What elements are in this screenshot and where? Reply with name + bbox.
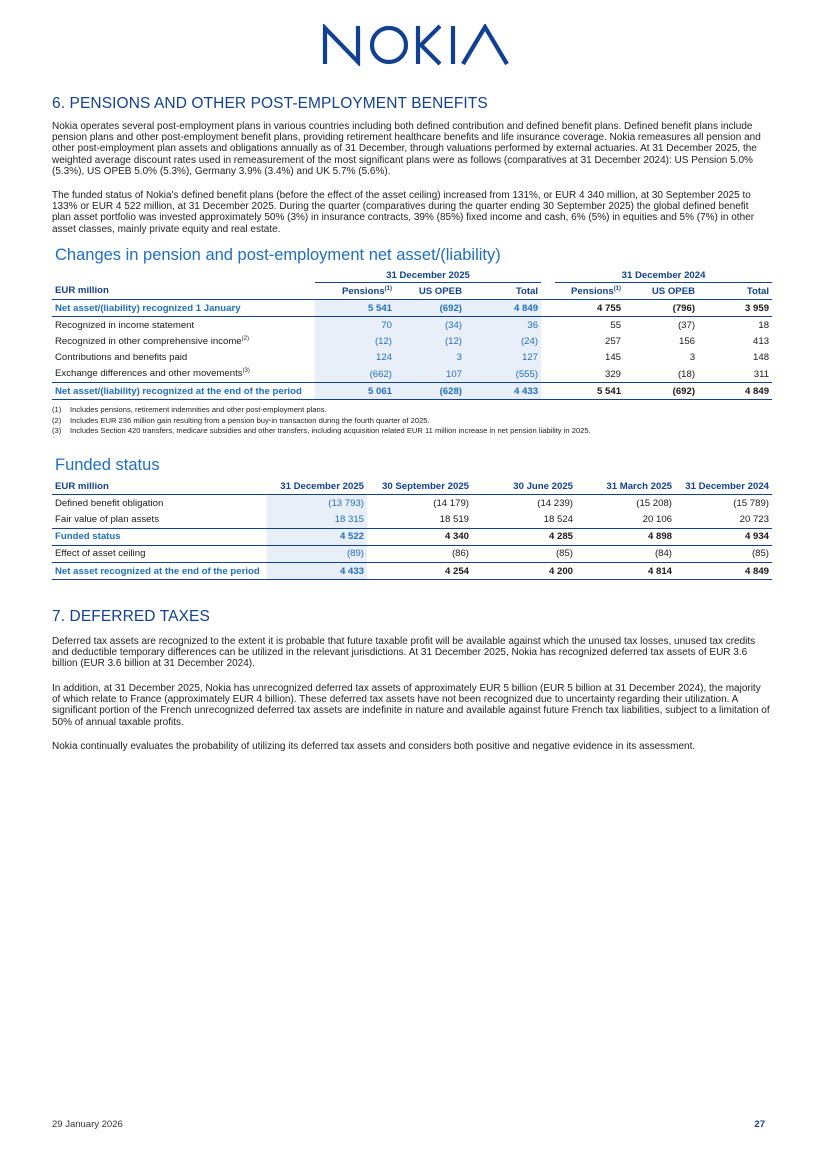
- col-header-jun-2025: 30 June 2025: [472, 478, 576, 495]
- col-header-label: EUR million: [52, 283, 315, 300]
- col-header-total-2025: Total: [465, 283, 541, 300]
- table-row: Net asset/(liability) recognized at the end of the period 5 061 (628) 4 433 5 541 (692) 4 849: [52, 383, 772, 400]
- table-row: Recognized in income statement 70 (34) 36 55 (37) 18: [52, 317, 772, 334]
- col-header-dec-2024: 31 December 2024: [675, 478, 772, 495]
- table-row: Recognized in other comprehensive income$^{(2)}$ (12) (12) (24) 257 156 413: [52, 334, 772, 350]
- group-header-2024: 31 December 2024: [555, 268, 772, 283]
- page-number: 27: [754, 1119, 765, 1130]
- footnotes: (1) Includes pensions, retirement indemnities and other post-employment plans. (2) Includes EUR 236 million gain resulting from a pension buy-in transaction during the fourth quarter of 2025. (3) Includes Section 420 transfers, medicare subsidies and other transfers, including acquisition related EUR 11 million increase in net pension liability in 2025.: [52, 405, 591, 435]
- deferred-paragraph-2: In addition, at 31 December 2025, Nokia has unrecognized deferred tax assets of approximately EUR 5 billion (EUR 5 billion at 31 December 2024), the majority of which relate to France (approximately EUR 4 billion). These deferred tax assets have not been recognized due to uncertainty regarding their utilization. A significant portion of the French unrecognized deferred tax assets are indefinite in nature and available against future French tax liabilities, subject to a limitation of 50% of annual taxable profits.: [52, 683, 770, 728]
- table-row: Exchange differences and other movements$^{(3)}$ (662) 107 (555) 329 (18) 311: [52, 366, 772, 383]
- col-header-mar-2025: 31 March 2025: [576, 478, 675, 495]
- table-row: Net asset recognized at the end of the period 4 433 4 254 4 200 4 814 4 849: [52, 562, 772, 579]
- pensions-paragraph-2: The funded status of Nokia's defined benefit plans (before the effect of the asset ceiling) increased from 131%, or EUR 4 340 million, at 30 September 2025 to 133% or EUR 4 522 million, at 31 December 2025. During the quarter (comparatives during the quarter ending 30 September 2025) the global defined benefit plan asset portfolio was invested approximately 50% (3%) in insurance contracts, 39% (85%) fixed income and cash, 6% (5%) in equities and 5% (7%) in other asset classes, mainly private equity and real estate.: [52, 190, 755, 235]
- col-header-dec-2025: 31 December 2025: [267, 478, 367, 495]
- table-row: Contributions and benefits paid 124 3 127 145 3 148: [52, 350, 772, 366]
- pensions-paragraph-1: Nokia operates several post-employment plans in various countries including both defined contribution and defined benefit plans. Defined benefit plans include pension plans and other post-employment benefit plans, providing retirement healthcare benefits and life insurance coverage. Nokia remeasures all pension and other post-employment plan assets and obligations annually as of 31 December, through valuations performed by external actuaries. At 31 December 2025, the weighted average discount rates used in remeasurement of the most significant plans were as follows (comparatives at 31 December 2024): US Pension 5.0% (5.3%), US OPEB 5.0% (5.3%), Germany 3.9% (3.4%) and UK 5.7% (5.6%).: [52, 121, 761, 177]
- section-title-pensions: 6. PENSIONS AND OTHER POST-EMPLOYMENT BENEFITS: [52, 95, 488, 112]
- group-header-2025: 31 December 2025: [315, 268, 541, 283]
- col-header-sep-2025: 30 September 2025: [367, 478, 472, 495]
- table-row: Funded status 4 522 4 340 4 285 4 898 4 934: [52, 528, 772, 545]
- footer-date: 29 January 2026: [52, 1119, 123, 1130]
- funded-table-title: Funded status: [55, 456, 160, 474]
- table-row: Fair value of plan assets 18 315 18 519 18 524 20 106 20 723: [52, 511, 772, 528]
- section-title-deferred-taxes: 7. DEFERRED TAXES: [52, 608, 210, 625]
- col-header-pensions-2025: Pensions$^{(1)}$: [315, 283, 395, 300]
- col-header-opeb-2025: US OPEB: [395, 283, 465, 300]
- nokia-logo: [322, 24, 512, 66]
- table-row: Net asset/(liability) recognized 1 January 5 541 (692) 4 849 4 755 (796) 3 959: [52, 300, 772, 317]
- funded-table: [52, 478, 772, 580]
- table-row: Defined benefit obligation (13 793) (14 179) (14 239) (15 208) (15 789): [52, 495, 772, 512]
- col-header-label: EUR million: [52, 478, 267, 495]
- table-row: Effect of asset ceiling (89) (86) (85) (84) (85): [52, 545, 772, 562]
- deferred-paragraph-3: Nokia continually evaluates the probability of utilizing its deferred tax assets and considers both positive and negative evidence in its assessment.: [52, 741, 696, 752]
- col-header-pensions-2024: Pensions$^{(1)}$: [555, 283, 624, 300]
- col-header-total-2024: Total: [698, 283, 772, 300]
- changes-table-title: Changes in pension and post-employment net asset/(liability): [55, 246, 501, 264]
- deferred-paragraph-1: Deferred tax assets are recognized to the extent it is probable that future taxable profit will be available against which the unused tax losses, unused tax credits and deductible temporary differences can be utilized in the relevant jurisdictions. At 31 December 2025, Nokia has recognized deferred tax assets of EUR 3.6 billion (EUR 3.6 billion at 31 December 2024).: [52, 636, 756, 670]
- changes-table: [52, 268, 772, 400]
- col-header-opeb-2024: US OPEB: [624, 283, 698, 300]
